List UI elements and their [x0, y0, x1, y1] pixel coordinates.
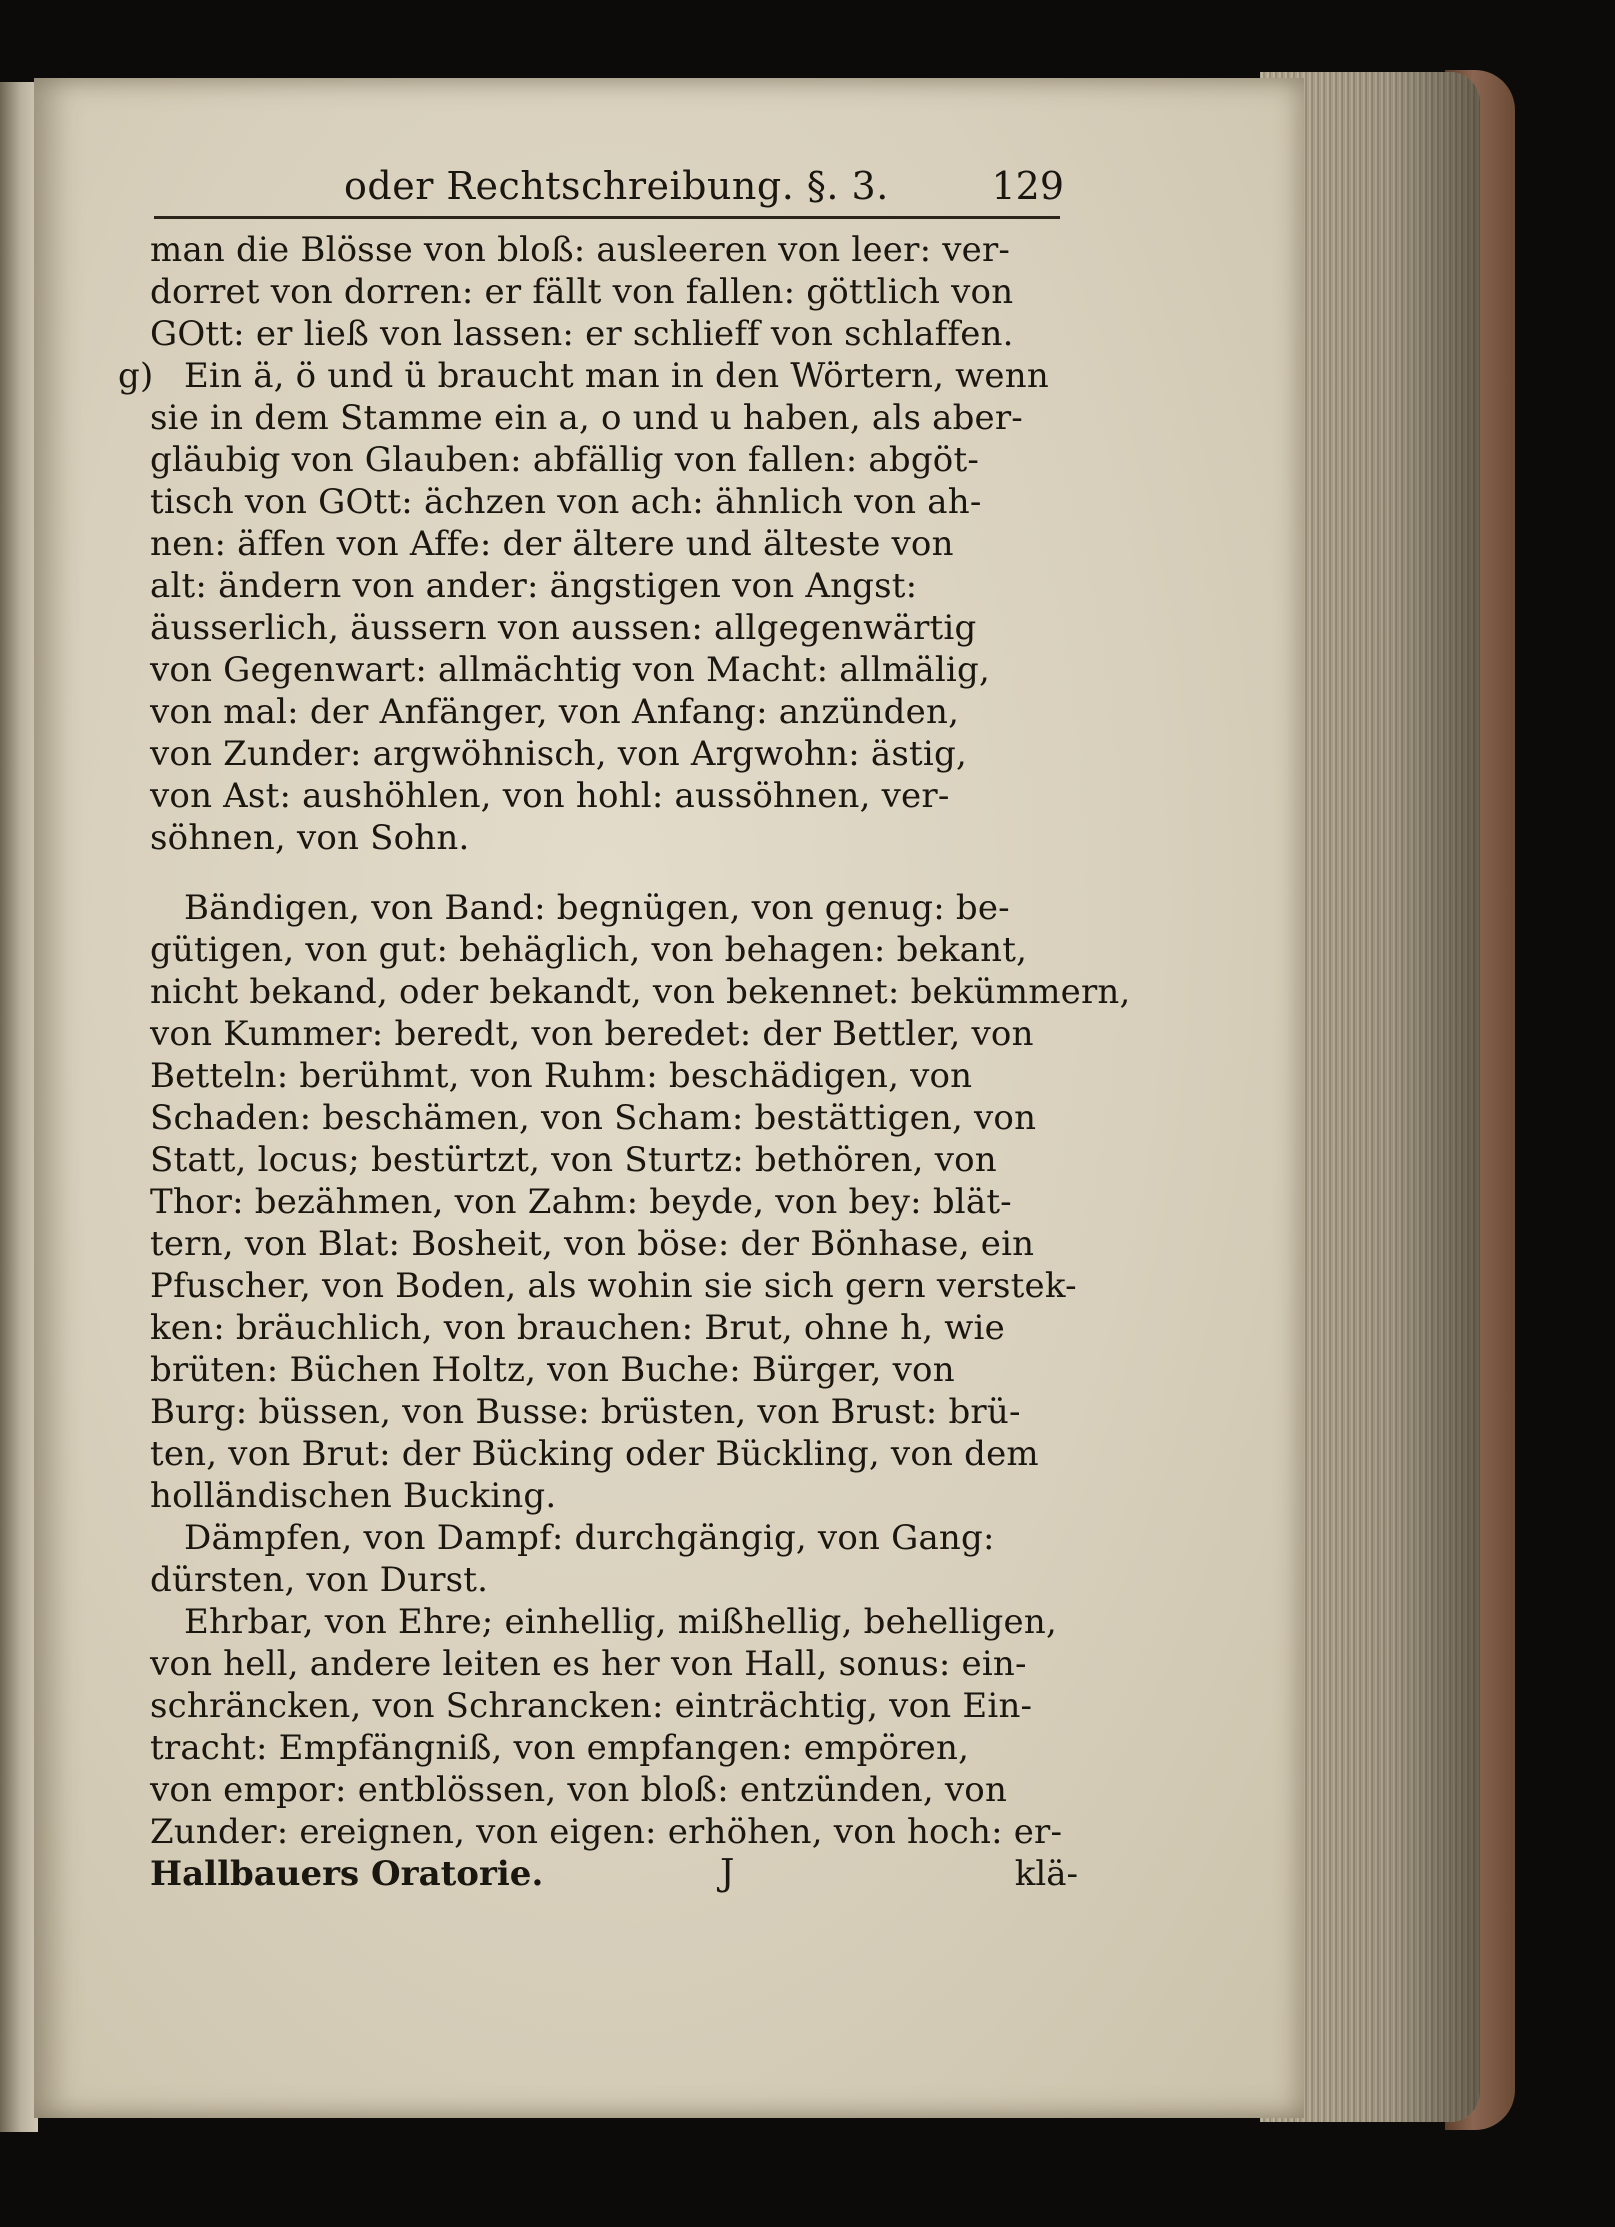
text-line: von mal: der Anfänger, von Anfang: anzünden,	[150, 692, 960, 732]
text-line: sie in dem Stamme ein a, o und u haben, als aber-	[150, 398, 1023, 438]
text-line: schräncken, von Schrancken: einträchtig, von Ein-	[150, 1686, 1033, 1726]
text-line: Bändigen, von Band: begnügen, von genug: be-	[184, 888, 1010, 928]
text-line: äusserlich, äussern von aussen: allgegenwärtig	[150, 608, 977, 648]
text-line-content: Ein ä, ö und ü braucht man in den Wörtern, wenn	[184, 356, 1049, 396]
section-c	[150, 887, 1131, 1517]
text-line: Ehrbar, von Ehre; einhellig, mißhellig, behelligen,	[184, 1602, 1057, 1642]
text-line: tisch von GOtt: ächzen von ach: ähnlich von ah-	[150, 482, 982, 522]
text-line: ten, von Brut: der Bücking oder Bückling, von dem	[150, 1434, 1039, 1474]
text-line: von hell, andere leiten es her von Hall, sonus: ein-	[150, 1644, 1027, 1684]
signature-mark: J	[720, 1853, 735, 1894]
section-a	[150, 229, 1070, 355]
section-marker: g)	[118, 356, 154, 396]
text-line: Thor: bezähmen, von Zahm: beyde, von bey: blät-	[150, 1182, 1012, 1222]
page-footer	[150, 1853, 1078, 1895]
running-head	[154, 150, 1064, 219]
page-text-block	[118, 150, 1131, 1895]
text-line: Burg: büssen, von Busse: brüsten, von Brust: brü-	[150, 1392, 1021, 1432]
catchword: klä-	[1014, 1854, 1078, 1894]
text-line: tern, von Blat: Bosheit, von böse: der Bönhase, ein	[150, 1224, 1035, 1264]
text-line: Dämpfen, von Dampf: durchgängig, von Gang:	[184, 1518, 995, 1558]
paragraph-gap	[150, 859, 1070, 887]
text-line: ken: bräuchlich, von brauchen: Brut, ohne h, wie	[150, 1308, 1005, 1348]
text-line: von Kummer: beredt, von beredet: der Bettler, von	[150, 1014, 1034, 1054]
text-line: von empor: entblössen, von bloß: entzünden, von	[150, 1770, 1008, 1810]
text-line: nicht bekand, oder bekandt, von bekennet: bekümmern,	[150, 972, 1131, 1012]
signature-text: Hallbauers Oratorie.	[150, 1854, 544, 1894]
text-line: gläubig von Glauben: abfällig von fallen: abgöt-	[150, 440, 980, 480]
section-b	[118, 355, 1070, 859]
text-line: Betteln: berühmt, von Ruhm: beschädigen, von	[150, 1056, 973, 1096]
text-line: von Gegenwart: allmächtig von Macht: allmälig,	[150, 650, 990, 690]
text-line: GOtt: er ließ von lassen: er schlieff von schlaffen.	[150, 314, 1014, 354]
text-line: holländischen Bucking.	[150, 1476, 557, 1516]
section-d	[150, 1517, 1070, 1601]
text-line: von Zunder: argwöhnisch, von Argwohn: ästig,	[150, 734, 967, 774]
text-line: brüten: Büchen Holtz, von Buche: Bürger, von	[150, 1350, 955, 1390]
text-line: gütigen, von gut: behäglich, von behagen: bekant,	[150, 930, 1028, 970]
text-line: man die Blösse von bloß: ausleeren von leer: ver-	[150, 230, 1011, 270]
text-line: alt: ändern von ander: ängstigen von Angst:	[150, 566, 918, 606]
running-head-title: oder Rechtschreibung. §. 3.	[344, 164, 889, 208]
section-e	[150, 1601, 1070, 1853]
left-page-edge	[0, 82, 38, 2132]
text-line: Zunder: ereignen, von eigen: erhöhen, von hoch: er-	[150, 1812, 1063, 1852]
text-line	[118, 355, 1070, 397]
text-line: tracht: Empfängniß, von empfangen: empören,	[150, 1728, 970, 1768]
text-line: dorret von dorren: er fällt von fallen: göttlich von	[150, 272, 1014, 312]
text-line: Statt, locus; bestürtzt, von Sturtz: bethören, von	[150, 1140, 997, 1180]
text-line: söhnen, von Sohn.	[150, 818, 470, 858]
text-line: Pfuscher, von Boden, als wohin sie sich gern verstek-	[150, 1266, 1077, 1306]
text-line: von Ast: aushöhlen, von hohl: aussöhnen, ver-	[150, 776, 950, 816]
text-line: Schaden: beschämen, von Scham: bestättigen, von	[150, 1098, 1037, 1138]
text-line: dürsten, von Durst.	[150, 1560, 489, 1600]
text-line: nen: äffen von Affe: der ältere und älteste von	[150, 524, 954, 564]
page-number: 129	[991, 164, 1064, 208]
